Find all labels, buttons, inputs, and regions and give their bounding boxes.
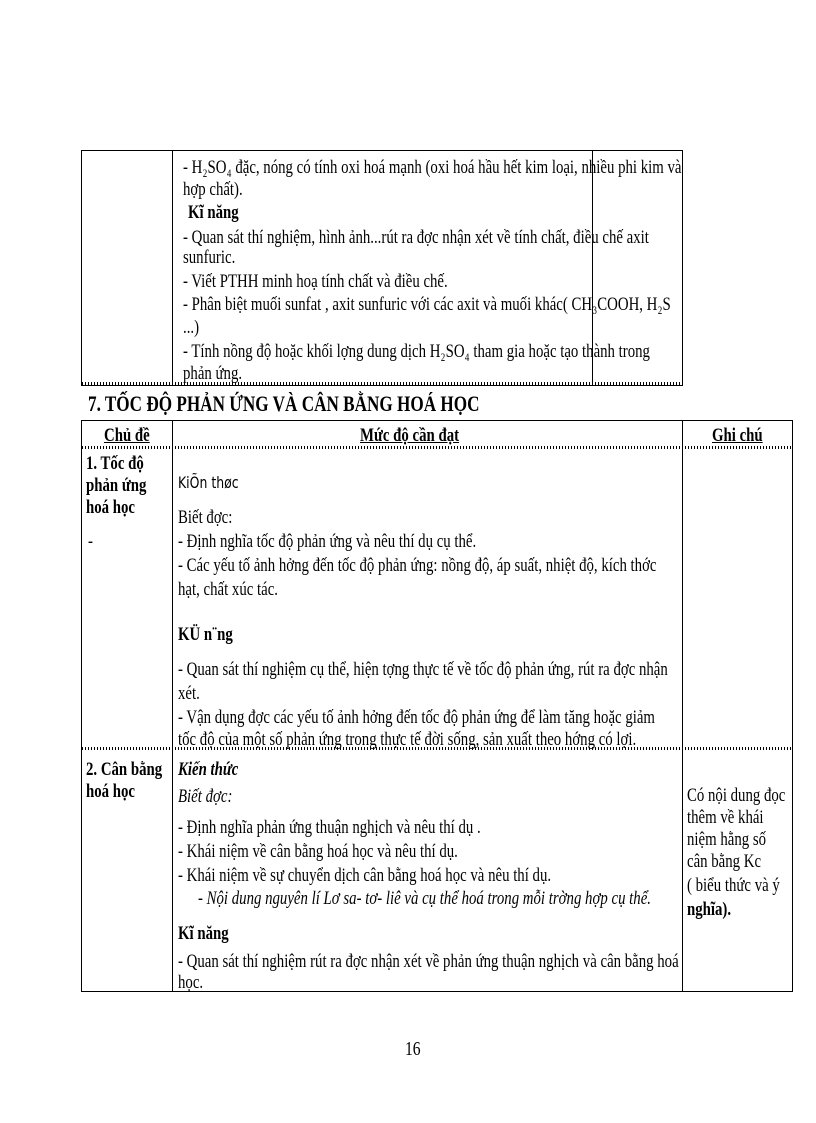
row1-topic: phản ứng xyxy=(86,475,147,496)
header-level: Mức độ cần đạt xyxy=(360,425,460,446)
text-line: - Viết PTHH minh hoạ tính chất và điều chế. xyxy=(183,271,448,292)
text-line: Biết đợc: xyxy=(178,786,233,807)
header-row-hatch xyxy=(82,446,792,449)
row2-note: Có nội dung đọc xyxy=(687,785,786,806)
text-line: - Quan sát thí nghiệm, hình ảnh...rút ra đợc nhận xét về tính chất, điều chế axit xyxy=(183,227,649,248)
row2-note: ( biểu thức và ý xyxy=(687,875,780,896)
text-line: - Khái niệm về cân bằng hoá học và nêu thí dụ. xyxy=(178,841,458,862)
top-table-bottom-hatch xyxy=(82,382,682,385)
text-line: - Định nghĩa tốc độ phản ứng và nêu thí dụ cụ thể. xyxy=(178,531,477,552)
text-line: sunfuric. xyxy=(183,247,236,268)
text-line: - Tính nồng độ hoặc khối lợng dung dịch H₂SO₄ tham gia hoặc tạo thành trong xyxy=(183,341,650,362)
row1-topic: hoá học xyxy=(86,497,136,518)
row2-note: niệm hằng số xyxy=(687,829,767,850)
row2-note: thêm về khái xyxy=(687,807,764,828)
top-table-col-divider xyxy=(172,151,173,385)
page-number: 16 xyxy=(405,1038,421,1060)
row1-dash: - xyxy=(88,531,93,552)
text-line: - H₂SO₄ đặc, nóng có tính oxi hoá mạnh (oxi hoá hầu hết kim loại, nhiều phi kim và xyxy=(183,157,682,178)
row2-subheading-knowledge: Kiến thức xyxy=(178,759,239,780)
row2-note: cân bằng Kc xyxy=(687,851,762,872)
row2-subheading-skills: Kĩ năng xyxy=(178,923,229,944)
header-topic: Chủ đề xyxy=(104,425,150,446)
row2-topic: hoá học xyxy=(86,781,136,802)
subheading-ki-nang: Kĩ năng xyxy=(188,202,239,223)
header-note: Ghi chú xyxy=(712,425,763,446)
text-line: học. xyxy=(178,972,204,993)
text-line: - Vận dụng đợc các yếu tố ảnh hởng đến tốc độ phản ứng để làm tăng hoặc giảm xyxy=(178,707,655,728)
text-line: - Nội dung nguyên lí Lơ sa- tơ- liê và cụ thể hoá trong mỗi trờng hợp cụ thể. xyxy=(198,888,651,909)
text-line: ...) xyxy=(183,317,200,338)
text-line: - Phân biệt muối sunfat , axit sunfuric với các axit và muối khác( CH₃COOH, H₂S xyxy=(183,294,671,315)
row1-topic: 1. Tốc độ xyxy=(86,453,144,474)
text-line: - Định nghĩa phản ứng thuận nghịch và nêu thí dụ . xyxy=(178,817,481,838)
text-line: Biết đợc: xyxy=(178,507,233,528)
row2-topic: 2. Cân bằng xyxy=(86,759,163,780)
main-table-col-divider xyxy=(172,421,173,991)
row1-subheading-knowledge: KiÕn thøc xyxy=(178,473,239,492)
section-title: 7. TỐC ĐỘ PHẢN ỨNG VÀ CÂN BẰNG HOÁ HỌC xyxy=(88,391,480,416)
row2-note: nghĩa). xyxy=(687,899,732,920)
text-line: hợp chất). xyxy=(183,179,243,200)
text-line: - Các yếu tố ảnh hởng đến tốc độ phản ứng: nồng độ, áp suất, nhiệt độ, kích thớc xyxy=(178,555,657,576)
row1-subheading-skills: KÜ n¨ng xyxy=(178,624,233,645)
text-line: - Khái niệm về sự chuyển dịch cân bằng hoá học và nêu thí dụ. xyxy=(178,865,552,886)
text-line: xét. xyxy=(178,683,200,704)
text-line: tốc độ của một số phản ứng trong thực tế đời sống, sản xuất theo hớng có lợi. xyxy=(178,729,637,750)
text-line: hạt, chất xúc tác. xyxy=(178,579,278,600)
text-line: - Quan sát thí nghiệm rút ra đợc nhận xét về phản ứng thuận nghịch và cân bằng hoá xyxy=(178,951,679,972)
text-line: - Quan sát thí nghiệm cụ thể, hiện tợng thực tế về tốc độ phản ứng, rút ra đợc nhận xyxy=(178,659,668,680)
text-line: phản ứng. xyxy=(183,363,243,384)
